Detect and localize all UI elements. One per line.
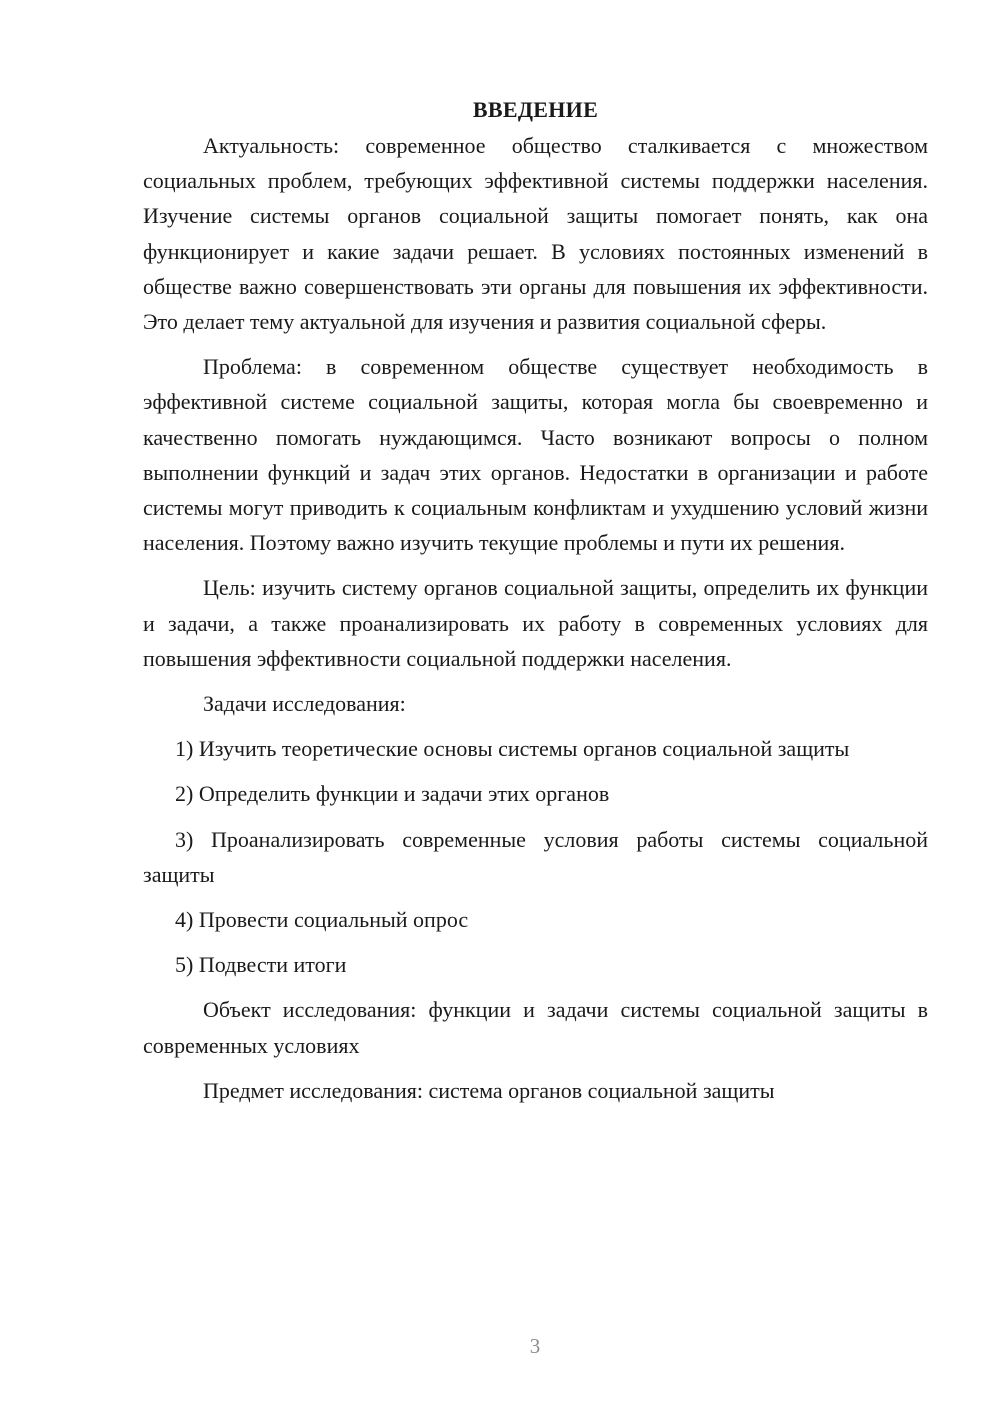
task-item-5: 5) Подвести итоги	[175, 952, 347, 978]
paragraph-relevance: Актуальность: современное общество сталкивается с множеством социальных проблем, требующих эффективной системы поддержки населения. Изучение системы органов социальной защиты помогает понять, как она функционирует и какие задачи решает. В условиях постоянных изменений в обществе важно совершенствовать эти органы для повышения их эффективности. Это делает тему актуальной для изучения и развития социальной сферы.	[143, 133, 928, 335]
task-item-4: 4) Провести социальный опрос	[175, 907, 469, 933]
section-title: ВВЕДЕНИЕ	[472, 97, 599, 122]
paragraph-tasks-heading: Задачи исследования:	[203, 691, 406, 717]
task-item-1: 1) Изучить теоретические основы системы органов социальной защиты	[175, 736, 850, 762]
paragraph-problem: Проблема: в современном обществе существует необходимость в эффективной системе социальной защиты, которая могла бы своевременно и качественно помогать нуждающимся. Часто возникают вопросы о полном выполнении функций и задач этих органов. Недостатки в организации и работе системы могут приводить к социальным конфликтам и ухудшению условий жизни населения. Поэтому важно изучить текущие проблемы и пути их решения.	[143, 354, 928, 556]
page-number: 3	[529, 1334, 541, 1358]
document-page	[143, 92, 928, 1108]
paragraph-goal: Цель: изучить систему органов социальной защиты, определить их функции и задачи, а также проанализировать их работу в современных условиях для повышения эффективности социальной поддержки населения.	[143, 575, 928, 671]
paragraph-object: Объект исследования: функции и задачи системы социальной защиты в современных условиях	[143, 997, 928, 1058]
task-item-2: 2) Определить функции и задачи этих органов	[175, 781, 610, 807]
paragraph-subject: Предмет исследования: система органов социальной защиты	[203, 1077, 775, 1103]
task-item-3: 3) Проанализировать современные условия работы системы социальной защиты	[143, 826, 928, 887]
